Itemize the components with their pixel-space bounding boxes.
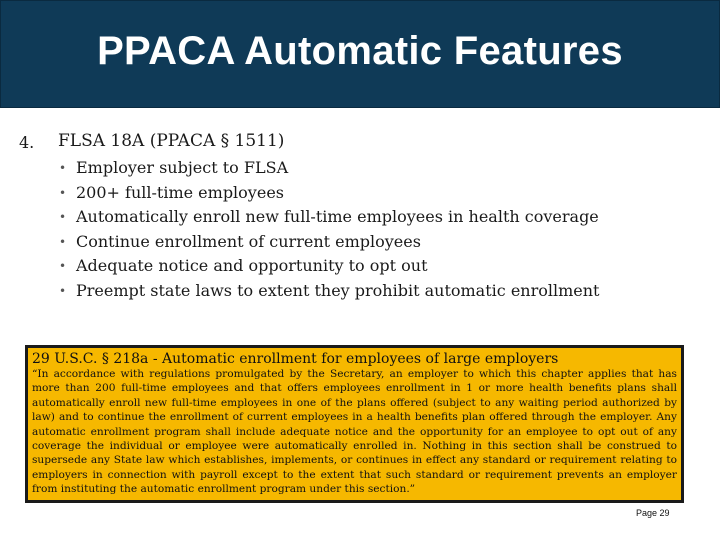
slide-title: PPACA Automatic Features xyxy=(97,28,623,73)
bullet-text: Preempt state laws to extent they prohibit automatic enrollment xyxy=(76,280,600,300)
statute-citation-heading: 29 U.S.C. § 218a - Automatic enrollment for employees of large employers xyxy=(32,351,559,367)
bullet-icon: • xyxy=(59,161,67,175)
bullet-icon: • xyxy=(59,234,67,249)
bullet-icon: • xyxy=(59,259,67,274)
title-bar xyxy=(0,0,720,108)
bullet-text: 200+ full-time employees xyxy=(76,182,284,202)
bullet-item xyxy=(58,181,599,206)
bullet-text: Automatically enroll new full-time employees in health coverage xyxy=(76,207,599,227)
item-number: 4. xyxy=(19,133,35,152)
bullet-item xyxy=(58,230,599,255)
bullet-icon: • xyxy=(59,283,67,298)
bullet-item xyxy=(58,279,599,304)
bullet-item xyxy=(58,205,599,230)
bullet-icon: • xyxy=(59,210,67,225)
bullet-list xyxy=(58,156,599,304)
statute-quote-box xyxy=(25,345,684,503)
bullet-text: Continue enrollment of current employees xyxy=(76,231,421,251)
page-number: Page 29 xyxy=(636,508,670,518)
bullet-text: Employer subject to FLSA xyxy=(76,158,289,177)
item-heading: FLSA 18A (PPACA § 1511) xyxy=(58,131,285,151)
bullet-item xyxy=(58,254,599,279)
statute-quote-text: “In accordance with regulations promulgated by the Secretary, an employer to which this chapter applies that has more than 200 full-time employees and that offers employees enrollment in 1 or more health benefits plans shall automatically enroll new full-time employees in one of the plans offered (subject to any waiting period authorized by law) and to continue the enrollment of current employees in a health benefits plan offered through the employer. Any automatic enrollment program shall include adequate notice and the opportunity for an employee to opt out of any coverage the individual or employee were automatically enrolled in. Nothing in this section shall be construed to supersede any State law which establishes, implements, or continues in effect any standard or requirement relating to employers in connection with payroll except to the extent that such standard or requirement prevents an employer from instituting the automatic enrollment program under this section.” xyxy=(32,368,677,496)
bullet-icon: • xyxy=(59,185,67,200)
bullet-text: Adequate notice and opportunity to opt out xyxy=(76,256,428,276)
bullet-item xyxy=(58,156,599,181)
